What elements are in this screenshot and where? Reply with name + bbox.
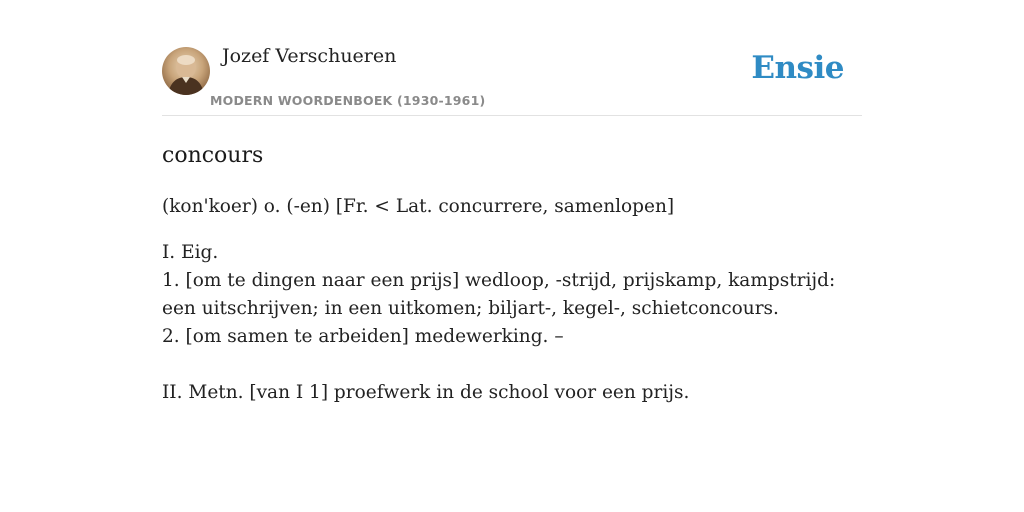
author-portrait-image — [162, 47, 210, 95]
author-avatar[interactable] — [162, 47, 210, 95]
entry-definition — [162, 239, 842, 407]
entry-term: concours — [162, 143, 264, 168]
ensie-logo[interactable]: Ensie — [751, 50, 844, 86]
entry-header — [162, 0, 862, 116]
definition-spacer — [162, 351, 842, 379]
entry-card — [162, 0, 862, 407]
definition-line: I. Eig. — [162, 242, 219, 263]
author-name[interactable]: Jozef Verschueren — [222, 45, 397, 67]
entry-body — [162, 142, 862, 407]
entry-etymology: (kon'koer) o. (-en) [Fr. < Lat. concurrere, samenlopen] — [162, 196, 675, 217]
source-title[interactable]: MODERN WOORDENBOEK (1930-1961) — [210, 93, 486, 108]
definition-line: II. Metn. [van I 1] proefwerk in de school voor een prijs. — [162, 382, 690, 403]
definition-line: 2. [om samen te arbeiden] medewerking. – — [162, 326, 564, 347]
definition-line: 1. [om te dingen naar een prijs] wedloop, -strijd, prijskamp, kampstrijd: een uitschrijven; in een uitkomen; biljart-, kegel-, schietconcours. — [162, 270, 836, 319]
